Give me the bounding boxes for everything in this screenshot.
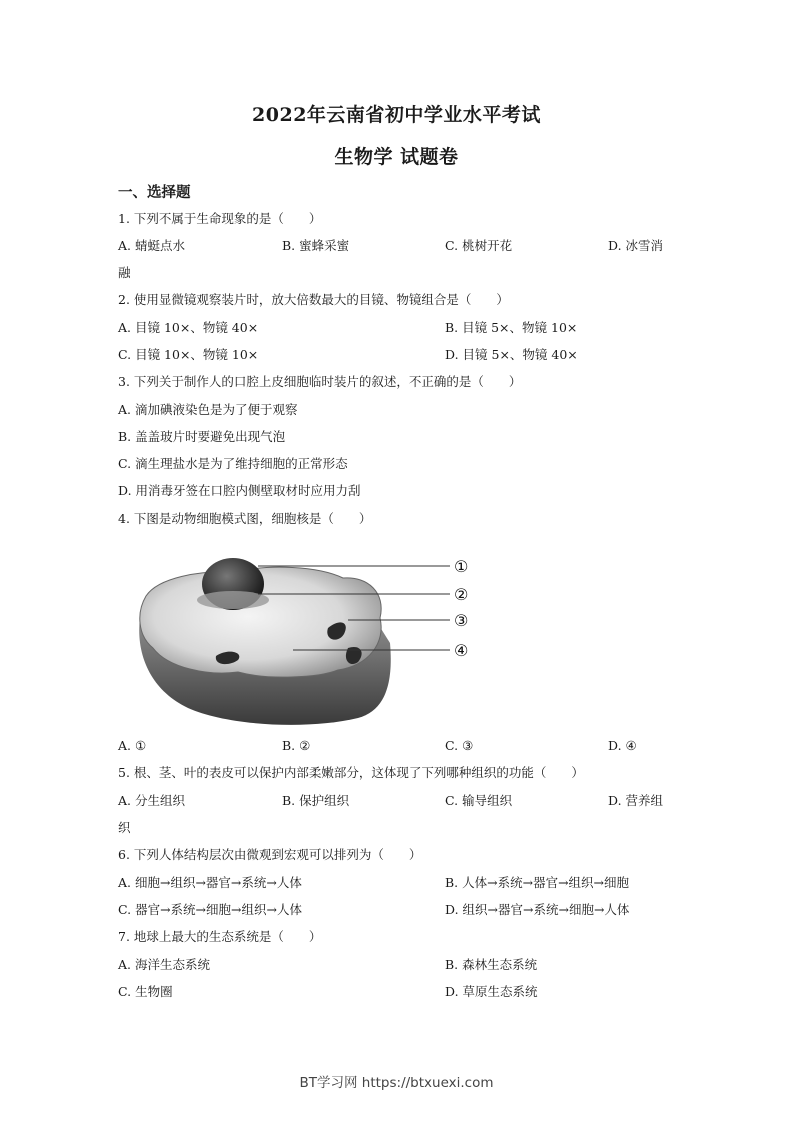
label-1: ① [454, 557, 469, 576]
q2-option-d[interactable]: D. 目镜 5×、物镜 40× [445, 347, 578, 362]
q4-option-a[interactable]: A. ① [118, 738, 147, 753]
label-2: ② [454, 585, 469, 604]
q4-option-c[interactable]: C. ③ [445, 738, 474, 753]
q5-stem: 5. 根、茎、叶的表皮可以保护内部柔嫩部分，这体现了下列哪种组织的功能（ ） [118, 765, 584, 780]
q3-stem: 3. 下列关于制作人的口腔上皮细胞临时装片的叙述，不正确的是（ ） [118, 374, 522, 389]
q7-option-b[interactable]: B. 森林生态系统 [445, 957, 538, 972]
q2-option-c[interactable]: C. 目镜 10×、物镜 10× [118, 347, 259, 362]
q6-option-a[interactable]: A. 细胞→组织→器官→系统→人体 [118, 875, 302, 890]
q4-option-d[interactable]: D. ④ [608, 738, 637, 753]
q4-option-b[interactable]: B. ② [282, 738, 311, 753]
q1-option-d[interactable]: D. 冰雪消 [608, 238, 664, 253]
q1-option-d-continued: 融 [118, 265, 131, 280]
q5-option-a[interactable]: A. 分生组织 [118, 793, 185, 808]
q1-stem: 1. 下列不属于生命现象的是（ ） [118, 211, 322, 226]
q6-stem: 6. 下列人体结构层次由微观到宏观可以排列为（ ） [118, 847, 422, 862]
q6-option-c[interactable]: C. 器官→系统→细胞→组织→人体 [118, 902, 302, 917]
q6-option-b[interactable]: B. 人体→系统→器官→组织→细胞 [445, 875, 630, 890]
label-3: ③ [454, 611, 469, 630]
section-heading: 一、选择题 [118, 184, 191, 201]
q7-option-a[interactable]: A. 海洋生态系统 [118, 957, 210, 972]
q1-option-a[interactable]: A. 蜻蜓点水 [118, 238, 185, 253]
q5-option-d-continued: 织 [118, 820, 131, 835]
page-title: 2022年云南省初中学业水平考试 [252, 104, 541, 126]
label-4: ④ [454, 641, 469, 660]
animal-cell-diagram [118, 548, 488, 733]
q3-option-b[interactable]: B. 盖盖玻片时要避免出现气泡 [118, 429, 286, 444]
q4-stem: 4. 下图是动物细胞模式图，细胞核是（ ） [118, 511, 372, 526]
page-subtitle: 生物学 试题卷 [334, 146, 459, 168]
q2-option-b[interactable]: B. 目镜 5×、物镜 10× [445, 320, 578, 335]
q5-option-c[interactable]: C. 输导组织 [445, 793, 513, 808]
q2-option-a[interactable]: A. 目镜 10×、物镜 40× [118, 320, 259, 335]
q1-option-c[interactable]: C. 桃树开花 [445, 238, 513, 253]
footer-watermark[interactable]: BT学习网 https://btxuexi.com [299, 1075, 494, 1091]
q5-option-d[interactable]: D. 营养组 [608, 793, 664, 808]
q7-option-c[interactable]: C. 生物圈 [118, 984, 173, 999]
q5-option-b[interactable]: B. 保护组织 [282, 793, 350, 808]
q7-option-d[interactable]: D. 草原生态系统 [445, 984, 538, 999]
q3-option-c[interactable]: C. 滴生理盐水是为了维持细胞的正常形态 [118, 456, 348, 471]
q3-option-a[interactable]: A. 滴加碘液染色是为了便于观察 [118, 402, 298, 417]
q1-option-b[interactable]: B. 蜜蜂采蜜 [282, 238, 350, 253]
q3-option-d[interactable]: D. 用消毒牙签在口腔内侧壁取材时应用力刮 [118, 483, 361, 498]
q7-stem: 7. 地球上最大的生态系统是（ ） [118, 929, 322, 944]
q6-option-d[interactable]: D. 组织→器官→系统→细胞→人体 [445, 902, 630, 917]
q2-stem: 2. 使用显微镜观察装片时，放大倍数最大的目镜、物镜组合是（ ） [118, 292, 509, 307]
